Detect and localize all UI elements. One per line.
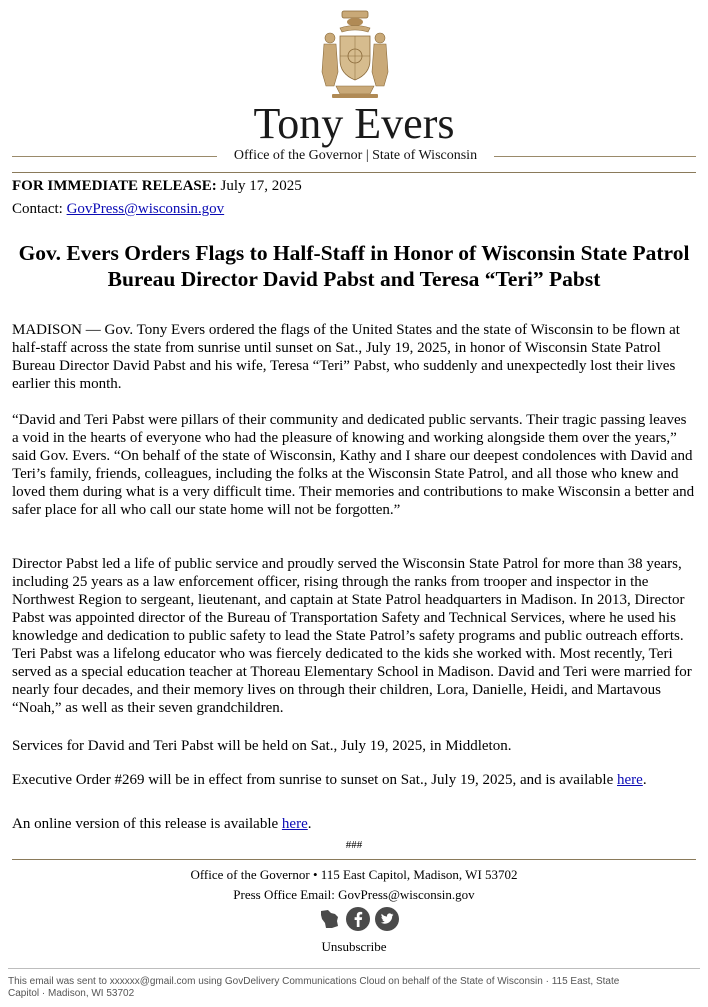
release-line xyxy=(12,176,302,196)
header-rule-left xyxy=(12,156,217,157)
press-release-headline: Gov. Evers Orders Flags to Half-Staff in Honor of Wisconsin State Patrol Bureau Director David Pabst and Teresa “Teri” Pabst xyxy=(18,241,690,291)
body-paragraph-1: MADISON — Gov. Tony Evers ordered the flags of the United States and the state of Wisconsin to be flown at half-staff across the state from sunrise until sunset on Sat., July 19, 2025, in honor of Wisconsin State Patrol Bureau Director David Pabst and his wife, Teresa “Teri” Pabst, who suddenly and unexpectedly lost their lives earlier this month. xyxy=(12,322,680,392)
body-paragraph-6: An online version of this release is available here. xyxy=(12,816,312,832)
contact-line xyxy=(12,199,224,219)
end-marker: ### xyxy=(345,839,363,851)
online-version-link[interactable]: here xyxy=(281,816,308,832)
email-fineprint: This email was sent to xxxxxx@gmail.com using GovDelivery Communications Cloud on behalf of the State of Wisconsin · 115 East, State Capitol · Madison, WI 53702 xyxy=(8,976,620,999)
online-version-text: An online version of this release is available xyxy=(12,816,282,832)
header-bottom-rule xyxy=(12,172,696,173)
executive-order-text: Executive Order #269 will be in effect from sunrise to sunset on Sat., July 19, 2025, and is available xyxy=(12,772,618,788)
facebook-icon[interactable] xyxy=(345,906,371,932)
footer-address: Office of the Governor • 115 East Capitol, Madison, WI 53702 xyxy=(190,867,518,882)
header-rule-right xyxy=(494,156,696,157)
release-label: FOR IMMEDIATE RELEASE: xyxy=(12,178,217,194)
wisconsin-map-icon[interactable] xyxy=(318,907,342,931)
executive-order-link[interactable]: here xyxy=(617,772,643,788)
body-paragraph-3: Director Pabst led a life of public service and proudly served the Wisconsin State Patrol for more than 38 years, including 25 years as a law enforcement officer, rising through the ranks from trooper and inspector in the Northwest Region to sergeant, lieutenant, and captain at State Patrol headquarters in Madison. In 2013, Director Pabst was appointed director of the Bureau of Transportation Safety and Technical Services, where he used his knowledge and dedication to public safety to lead the State Patrol’s safety programs and public outreach efforts. Teri Pabst was a lifelong educator who was fiercely dedicated to the kids she worked with. Most recently, Teri served as a special education teacher at Thoreau Elementary School in Madison. David and Teri were married for nearly four decades, and their memory lives on through their children, Lora, Danielle, Heidi, and Martavous “Noah,” as well as their seven grandchildren. xyxy=(12,556,692,716)
twitter-icon[interactable] xyxy=(374,906,400,932)
unsubscribe-link[interactable]: Unsubscribe xyxy=(321,939,387,954)
fineprint-divider xyxy=(8,968,700,969)
body-paragraph-2: “David and Teri Pabst were pillars of their community and dedicated public servants. Their tragic passing leaves a void in the hearts of everyone who had the pleasure of knowing and working alongside them over the years,” said Gov. Evers. “On behalf of the state of Wisconsin, Kathy and I share our deepest condolences with David and Teri’s family, friends, colleagues, including the folks at the Wisconsin State Patrol, and all those who knew and loved them during what is a very difficult time. Their memories and contributions to make Wisconsin a better and safer place for all who call our state home will not be forgotten.” xyxy=(12,412,695,518)
release-date: July 17, 2025 xyxy=(220,178,302,194)
contact-label: Contact: xyxy=(12,201,63,217)
footer-press-email: Press Office Email: GovPress@wisconsin.gov xyxy=(233,887,475,902)
office-title: Office of the Governor | State of Wisconsin xyxy=(233,148,478,163)
email-header xyxy=(0,0,708,172)
contact-email-link[interactable]: GovPress@wisconsin.gov xyxy=(66,201,225,217)
header-divider xyxy=(12,146,696,166)
wisconsin-state-seal-icon xyxy=(310,8,400,100)
body-paragraph-5: Executive Order #269 will be in effect from sunrise to sunset on Sat., July 19, 2025, and is available here. xyxy=(12,772,647,788)
footer-top-rule xyxy=(12,859,696,860)
body-paragraph-4: Services for David and Teri Pabst will be held on Sat., July 19, 2025, in Middleton. xyxy=(12,738,512,754)
social-icons xyxy=(318,906,400,932)
governor-name-logo: Tony Evers xyxy=(253,99,455,148)
